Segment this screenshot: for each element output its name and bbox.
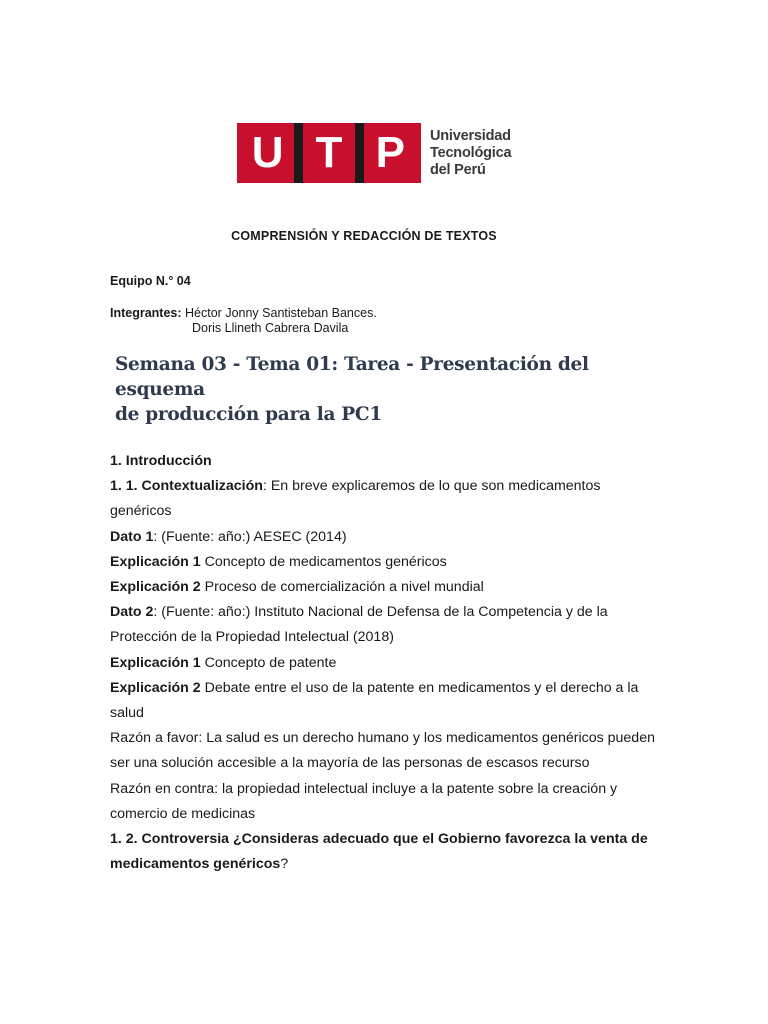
exp4-label: Explicación 2: [110, 679, 201, 696]
dato2-label: Dato 2: [110, 604, 154, 621]
title-line: esquema: [115, 379, 205, 400]
logo-letter-p: P: [375, 128, 405, 177]
logo-letter-u: U: [251, 128, 284, 177]
exp2-label: Explicación 2: [110, 579, 201, 596]
utp-logo-block: [237, 123, 421, 183]
members-label: Integrantes:: [110, 306, 182, 320]
exp4-text: Debate entre el uso de la patente en medicamentos y el derecho a la salud: [110, 679, 639, 722]
logo-line: del Perú: [430, 161, 486, 178]
exp1-text: Concepto de medicamentos genéricos: [200, 553, 447, 570]
exp2-text: Proceso de comercialización a nivel mundial: [200, 579, 484, 596]
title-line: de producción para la PC1: [115, 404, 382, 425]
members-block: [110, 306, 377, 336]
controversy-question: 1. 2. Controversia ¿Consideras adecuado que el Gobierno favorezca la venta de medicamentos genéricos: [110, 831, 648, 873]
exp3-text: Concepto de patente: [200, 654, 337, 671]
exp3-label: Explicación 1: [110, 654, 201, 671]
logo-separator: [355, 123, 364, 183]
section-intro: 1. Introducción: [110, 453, 212, 469]
ctx-label: 1. 1. Contextualización: [110, 478, 263, 495]
title-line: Semana 03 - Tema 01: Tarea - Presentación del: [115, 354, 589, 375]
logo-letter-t: T: [315, 128, 343, 177]
logo-line: Tecnológica: [430, 144, 512, 161]
reason-favor: Razón a favor: La salud es un derecho humano y los medicamentos genéricos pueden ser una solución accesible a la mayoría de las personas de escasos recurso: [110, 730, 655, 772]
reason-against: Razón en contra: la propiedad intelectual incluye a la patente sobre la creación y comercio de medicinas: [110, 780, 618, 822]
document-body: [110, 449, 662, 877]
team-number: Equipo N.° 04: [110, 274, 191, 288]
logo-university-name: [430, 128, 511, 179]
dato1-text: : (Fuente: año:) AESEC (2014): [153, 528, 347, 545]
controversy-end: ?: [280, 856, 289, 873]
exp1-label: Explicación 1: [110, 553, 201, 570]
dato2-text: : (Fuente: año:) Instituto Nacional de Defensa de la Competencia y de la Protección de la Propiedad Intelectual (2018): [110, 604, 608, 646]
ctx-text: : En breve explicaremos de lo que son medicamentos genéricos: [110, 478, 601, 520]
logo-line: Universidad: [430, 127, 511, 144]
member-name: Doris Llineth Cabrera Davila: [192, 321, 349, 335]
member-name: Héctor Jonny Santisteban Bances.: [185, 306, 377, 320]
utp-logo: [237, 123, 511, 183]
dato1-label: Dato 1: [110, 528, 154, 545]
logo-separator: [294, 123, 303, 183]
page-title: [115, 352, 675, 427]
course-title: COMPRENSIÓN Y REDACCIÓN DE TEXTOS: [231, 229, 497, 243]
